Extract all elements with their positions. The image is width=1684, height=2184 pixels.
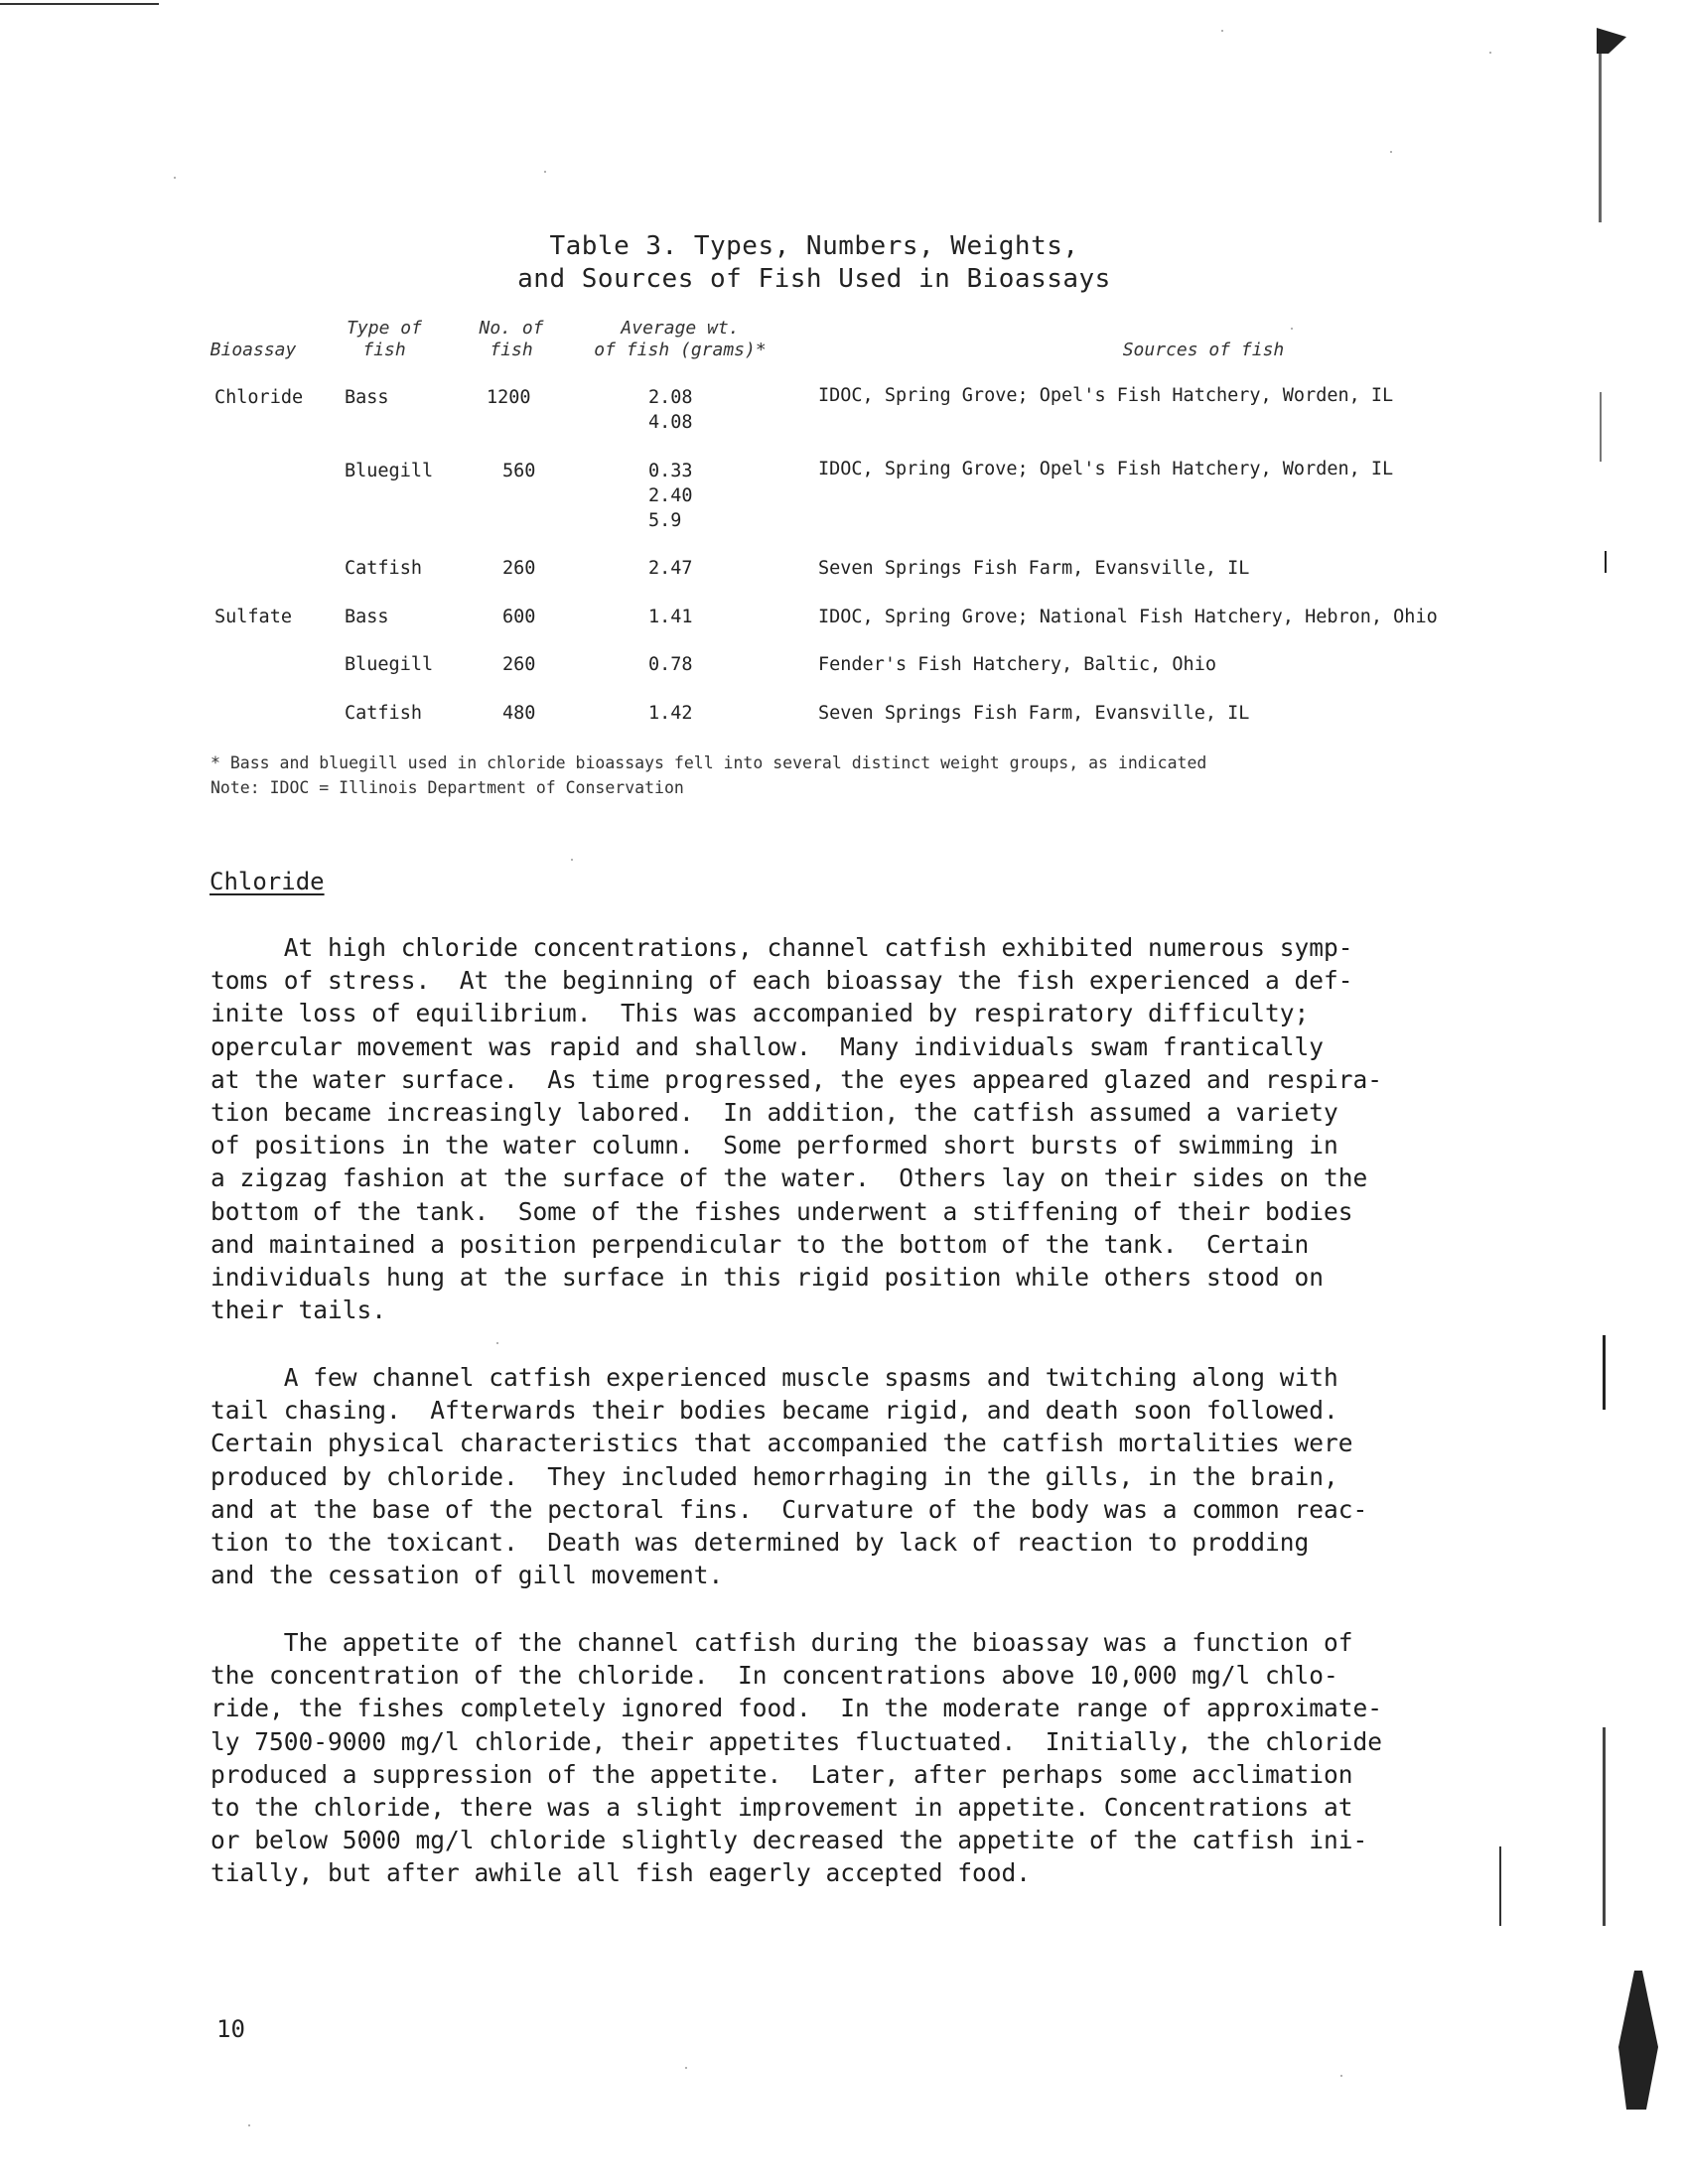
- footnote-weight-groups: * Bass and bluegill used in chloride bioassays fell into several distinct weight groups, as indicated: [210, 753, 1207, 772]
- scan-mark-4: [1603, 1335, 1606, 1410]
- table-cell-type: Bluegill: [345, 461, 434, 481]
- table-cell-weights: 2.47: [648, 558, 693, 579]
- table-title-line-1: Table 3. Types, Numbers, Weights,: [549, 231, 1079, 261]
- table-cell-bioassay: Sulfate: [214, 607, 292, 627]
- table-cell-type: Bass: [345, 607, 389, 627]
- table-cell-type: Bluegill: [345, 654, 434, 675]
- table-cell-weights: 1.41: [648, 607, 693, 627]
- paragraph-appetite: The appetite of the channel catfish during the bioassay was a function of the concentration of the chloride. In concentrations above 10,000 mg/l chlo- ride, the fishes completely ignored food. In the moderate range of approximate- ly 7500-9000 mg/l chloride, their appetites fluctuated. Initially, the chloride produced a suppression of the appetite. Later, after perhaps some acclimation to the chloride, there was a slight improvement in appetite. Concentrations at or below 5000 mg/l chloride slightly decreased the appetite of the catfish ini- tially, but after awhile all fish eagerly accepted food.: [210, 1628, 1383, 1888]
- table-cell-type: Bass: [345, 387, 389, 408]
- header-bioassay: Bioassay: [210, 340, 297, 360]
- table-cell-weights: 0.33 2.40 5.9: [648, 461, 693, 531]
- table-cell-source: IDOC, Spring Grove; National Fish Hatchery, Hebron, Ohio: [818, 607, 1438, 627]
- header-number-line-2: fish: [490, 340, 533, 360]
- header-type-line-2: fish: [362, 340, 406, 360]
- header-weight: [571, 318, 789, 361]
- header-number-line-1: No. of: [479, 318, 544, 339]
- table-title: [417, 230, 1211, 296]
- header-weight-line-2: of fish (grams)*: [594, 340, 767, 360]
- speck: [685, 2067, 687, 2069]
- speck: [1291, 328, 1293, 330]
- table-cell-number: 260: [502, 654, 536, 675]
- scan-mark-5: [1603, 1727, 1606, 1926]
- speck: [496, 1342, 498, 1344]
- scan-mark-3: [1605, 551, 1607, 573]
- table-cell-source: Fender's Fish Hatchery, Baltic, Ohio: [818, 654, 1216, 675]
- paragraph-symptoms: At high chloride concentrations, channel catfish exhibited numerous symp- toms of stress. At the beginning of each bioassay the fish experienced a def- inite loss of equilibrium. This was accompanied by respiratory difficulty; opercular movement was rapid and shallow. Many individuals swam frantically at the water surface. As time progressed, the eyes appeared glazed and respira- tion became increasingly labored. In addition, the catfish assumed a variety of positions in the water column. Some performed short bursts of swimming in a zigzag fashion at the surface of the water. Others lay on their sides on the bottom of the tank. Some of the fishes underwent a stiffening of their bodies and maintained a position perpendicular to the bottom of the tank. Certain individuals hung at the surface in this rigid position while others stood on their tails.: [210, 933, 1383, 1325]
- speck: [1340, 2075, 1342, 2077]
- header-type: [330, 318, 439, 361]
- speck: [174, 177, 176, 179]
- table-cell-type: Catfish: [345, 703, 422, 724]
- header-type-line-1: Type of: [347, 318, 422, 339]
- speck: [1489, 52, 1491, 54]
- table-title-line-2: and Sources of Fish Used in Bioassays: [517, 264, 1111, 294]
- speck: [544, 171, 546, 173]
- scan-mark-bottom: [1618, 1971, 1658, 2110]
- table-footnotes: [210, 751, 1206, 800]
- header-sources: Sources of fish: [1122, 340, 1285, 360]
- table-cell-number: 560: [502, 461, 536, 481]
- section-heading: Chloride: [210, 868, 325, 895]
- speck: [248, 2124, 250, 2126]
- speck: [1390, 151, 1392, 153]
- table-cell-weights: 0.78: [648, 654, 693, 675]
- table-cell-source: IDOC, Spring Grove; Opel's Fish Hatchery, Worden, IL: [818, 459, 1394, 479]
- table-cell-bioassay: Chloride: [214, 387, 304, 408]
- header-weight-line-1: Average wt.: [621, 318, 740, 339]
- table-cell-number: 260: [502, 558, 536, 579]
- table-cell-weights: 2.08 4.08: [648, 387, 693, 433]
- table-cell-source: Seven Springs Fish Farm, Evansville, IL: [818, 703, 1250, 724]
- table-cell-number: 600: [502, 607, 536, 627]
- speck: [571, 859, 573, 861]
- table-cell-number: 1200: [487, 387, 531, 408]
- table-cell-weights: 1.42: [648, 703, 693, 724]
- corner-rule: [0, 3, 159, 5]
- paragraph-mortality: A few channel catfish experienced muscle spasms and twitching along with tail chasing. Afterwards their bodies became rigid, and death soon followed. Certain physical characteristics that accompanied the catfish mortalities were produced by chloride. They included hemorrhaging in the gills, in the brain, and at the base of the pectoral fins. Curvature of the body was a common reac- tion to the toxicant. Death was determined by lack of reaction to prodding and the cessation of gill movement.: [210, 1363, 1368, 1590]
- scan-mark-top: [1597, 28, 1626, 54]
- header-number: [467, 318, 556, 361]
- page-number: 10: [216, 2015, 245, 2043]
- scan-mark-2: [1600, 392, 1602, 462]
- table-cell-source: Seven Springs Fish Farm, Evansville, IL: [818, 558, 1250, 579]
- table-cell-number: 480: [502, 703, 536, 724]
- table-cell-type: Catfish: [345, 558, 422, 579]
- scan-mark-line: [1599, 54, 1602, 222]
- footnote-idoc: Note: IDOC = Illinois Department of Conservation: [210, 778, 684, 797]
- text-margin-bracket: [1499, 1846, 1501, 1926]
- table-cell-source: IDOC, Spring Grove; Opel's Fish Hatchery, Worden, IL: [818, 385, 1394, 406]
- speck: [1221, 30, 1223, 32]
